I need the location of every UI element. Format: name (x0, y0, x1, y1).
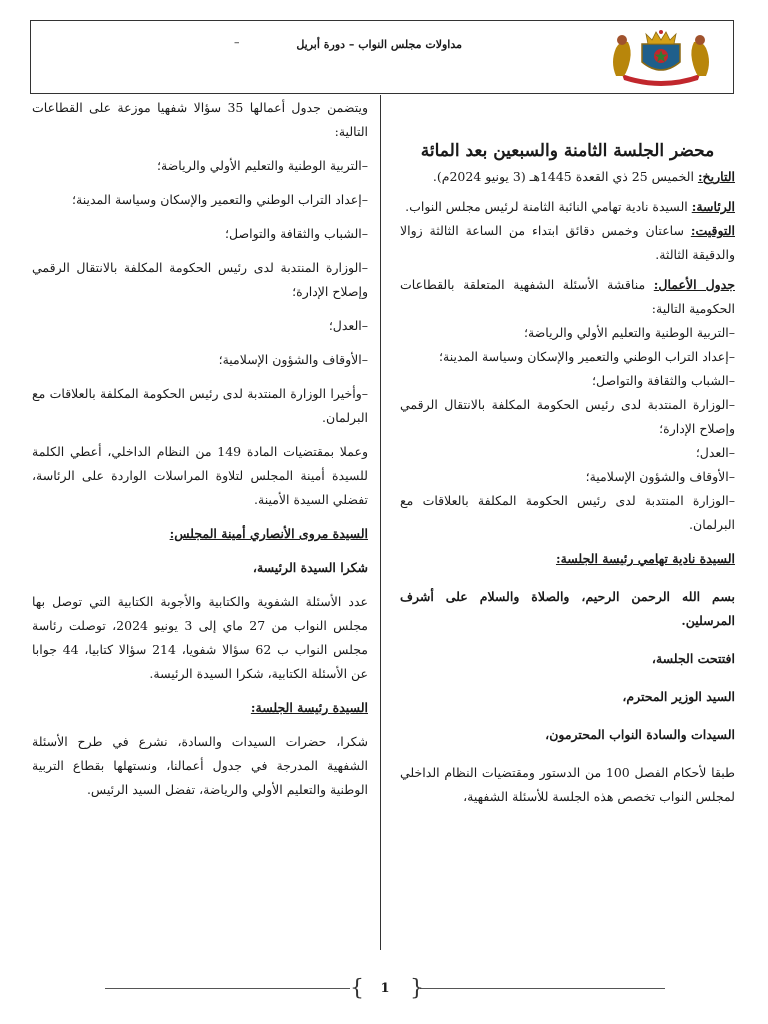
footer-bracket-left: { (350, 976, 364, 1001)
column-divider (380, 95, 381, 950)
report-paragraph: عدد الأسئلة الشفوية والكتابية والأجوبة الكتابية التي توصل بها مجلس النواب من 27 ماي إلى 3 يونيو 2024، توصلت رئاسة مجلس النواب ب 62 سؤالا شفويا، 214 سؤالا كتابيا، 44 جوابا عن الأسئلة الكتابية، شكرا السيدة الرئيسة. (32, 594, 368, 681)
article-paragraph: وعملا بمقتضيات المادة 149 من النظام الداخلي، أعطي الكلمة للسيدة أمينة المجلس لتلاوة المراسلات الواردة على الرئاسة، تفضلي السيدة الأمينة. (32, 444, 368, 507)
date-paragraph (400, 165, 735, 189)
speaker-heading: السيدة مروى الأنصاري أمينة المجلس: (169, 526, 368, 541)
coat-of-arms-icon (602, 26, 720, 86)
header-title: مداولات مجلس النواب – دورة أبريل (296, 38, 462, 51)
timing-paragraph (400, 219, 735, 267)
minister-greeting: السيد الوزير المحترم، (622, 689, 735, 704)
list-item: –الشباب والثقافة والتواصل؛ (592, 373, 735, 388)
list-item: –العدل؛ (695, 445, 735, 460)
footer-rule-left (105, 988, 350, 989)
speaker-heading: السيدة رئيسة الجلسة: (250, 700, 368, 715)
deputies-greeting: السيدات والسادة النواب المحترمون، (545, 727, 735, 742)
date-text: الخميس 25 ذي القعدة 1445هـ (3 يونيو 2024م). (432, 169, 694, 184)
intro-paragraph: ويتضمن جدول أعمالها 35 سؤالا شفهيا موزعة على القطاعات التالية: (32, 100, 369, 139)
speaker-heading: السيدة نادية تهامي رئيسة الجلسة: (555, 551, 735, 566)
agenda-text: مناقشة الأسئلة الشفهية المتعلقة بالقطاعات الحكومية التالية: (400, 277, 735, 316)
list-item: –إعداد التراب الوطني والتعمير والإسكان وسياسة المدينة؛ (72, 192, 368, 207)
header-dash: – (234, 36, 240, 49)
agenda-paragraph (400, 273, 735, 321)
presidency-paragraph (400, 195, 735, 219)
left-column (32, 96, 368, 802)
closing-paragraph: طبقا لأحكام الفصل 100 من الدستور ومقتضيات النظام الداخلي لمجلس النواب تخصص هذه الجلسة للأسئلة الشفهية، (400, 765, 735, 804)
list-item: –التربية الوطنية والتعليم الأولي والرياضة؛ (524, 325, 735, 340)
timing-label: التوقيت: (690, 223, 735, 238)
session-title: محضر الجلسة الثامنة والسبعين بعد المائة (420, 141, 715, 161)
list-item: –الوزارة المنتدبة لدى رئيس الحكومة المكلفة بالانتقال الرقمي وإصلاح الإدارة؛ (400, 397, 735, 436)
agenda-label: جدول الأعمال: (653, 277, 735, 292)
list-item: –الوزارة المنتدبة لدى رئيس الحكومة المكلفة بالانتقال الرقمي وإصلاح الإدارة؛ (32, 260, 368, 299)
thanks-text: شكرا السيدة الرئيسة، (252, 560, 368, 575)
list-item: –الوزارة المنتدبة لدى رئيس الحكومة المكلفة بالعلاقات مع البرلمان. (400, 493, 735, 532)
list-item: –التربية الوطنية والتعليم الأولي والرياضة؛ (157, 158, 368, 173)
list-item: –الأوقاف والشؤون الإسلامية؛ (218, 352, 368, 367)
list-item: –الأوقاف والشؤون الإسلامية؛ (585, 469, 735, 484)
footer-rule-right (420, 988, 665, 989)
opening-text: افتتحت الجلسة، (651, 651, 735, 666)
page-number: 1 (380, 981, 390, 996)
timing-text: ساعتان وخمس دقائق ابتداء من الساعة الثالثة زوالا والدقيقة الثالثة. (400, 223, 735, 262)
list-item: –إعداد التراب الوطني والتعمير والإسكان وسياسة المدينة؛ (439, 349, 735, 364)
final-paragraph: شكرا، حضرات السيدات والسادة، نشرع في طرح الأسئلة الشفهية المدرجة في جدول أعمالنا، ونستهلها بقطاع التربية الوطنية والتعليم الأولي والرياضة، تفضل السيد الرئيس. (32, 734, 368, 797)
presidency-label: الرئاسة: (691, 199, 735, 214)
list-item: –العدل؛ (328, 318, 368, 333)
list-item: –الشباب والثقافة والتواصل؛ (225, 226, 368, 241)
date-label: التاريخ: (697, 169, 735, 184)
presidency-text: السيدة نادية تهامي النائبة الثامنة لرئيس مجلس النواب. (405, 199, 688, 214)
footer-bracket-right: } (410, 976, 424, 1001)
list-item: –وأخيرا الوزارة المنتدبة لدى رئيس الحكومة المكلفة بالعلاقات مع البرلمان. (32, 386, 368, 425)
right-column (400, 137, 735, 809)
basmala-text: بسم الله الرحمن الرحيم، والصلاة والسلام على أشرف المرسلين. (400, 589, 735, 628)
